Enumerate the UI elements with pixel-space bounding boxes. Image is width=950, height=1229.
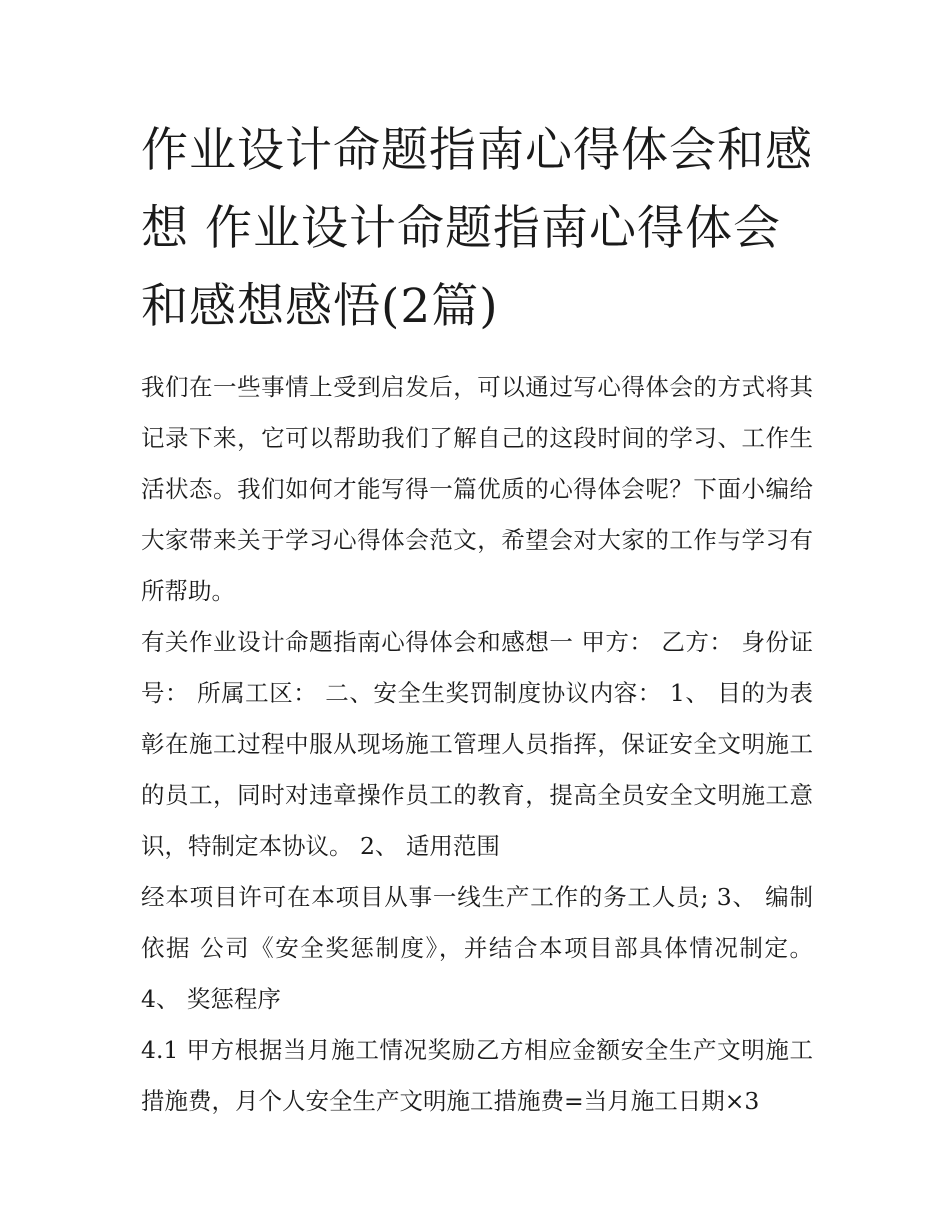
document-title: 作业设计命题指南心得体会和感想 作业设计命题指南心得体会和感想感悟(2篇) [141, 123, 813, 334]
intro-paragraph: 我们在一些事情上受到启发后，可以通过写心得体会的方式将其记录下来，它可以帮助我们了解自己的这段时间的学习、工作生活状态。我们如何才能写得一篇优质的心得体会呢？下面小编给大家带来关于学习心得体会范文，希望会对大家的工作与学习有所帮助。 [141, 373, 813, 605]
scope-paragraph: 经本项目许可在本项目从事一线生产工作的务工人员; 3、 编制依据 公司《安全奖惩制度》，并结合本项目部具体情况制定。 4、 奖惩程序 [141, 883, 813, 1013]
document-page [141, 112, 813, 1127]
agreement-paragraph: 有关作业设计命题指南心得体会和感想一 甲方： 乙方： 身份证号： 所属工区： 二、安全生奖罚制度协议内容： 1、 目的为表彰在施工过程中服从现场施工管理人员指挥，保证安全文明施工的员工，同时对违章操作员工的教育，提高全员安全文明施工意识，特制定本协议。 2、 适用范围 [141, 628, 813, 860]
reward-paragraph: 4.1 甲方根据当月施工情况奖励乙方相应金额安全生产文明施工措施费，月个人安全生产文明施工措施费=当月施工日期×3 [141, 1036, 813, 1115]
